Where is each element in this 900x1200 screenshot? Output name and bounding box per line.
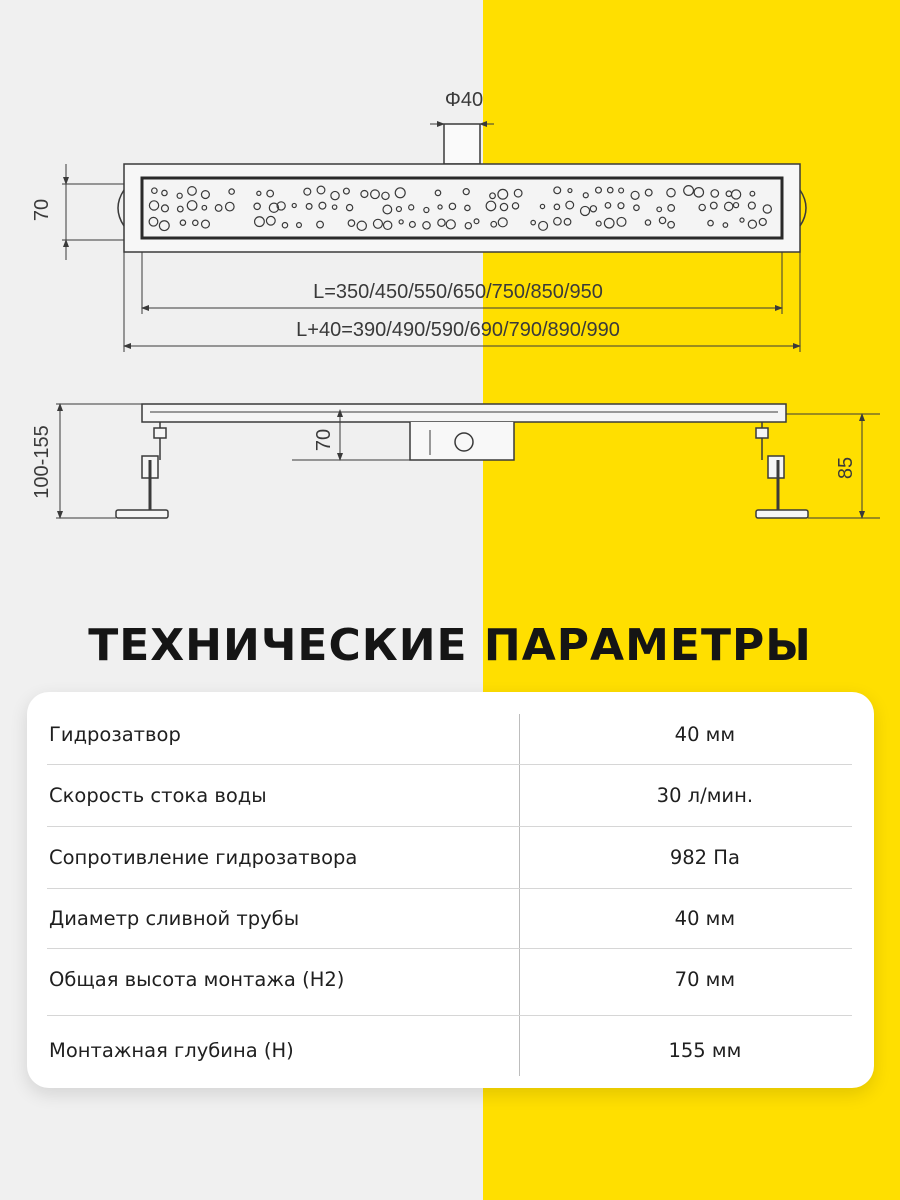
right-foot — [756, 510, 808, 518]
dim-height-range-label: 100-155 — [31, 425, 53, 499]
row-divider — [47, 1015, 852, 1016]
spec-row — [47, 827, 852, 887]
spec-name: Скорость стока воды — [49, 783, 267, 807]
spec-name: Сопротивление гидрозатвора — [49, 845, 358, 869]
spec-row — [47, 949, 852, 1009]
drain-body-side — [142, 404, 786, 422]
dim-height-top-label: 70 — [31, 198, 53, 222]
spec-value: 40 мм — [674, 906, 736, 930]
spec-name: Общая высота монтажа (H2) — [49, 967, 345, 991]
spec-value: 155 мм — [668, 1038, 742, 1062]
spec-name: Гидрозатвор — [49, 722, 181, 746]
dim-phi-label: Φ40 — [444, 89, 484, 111]
dim-inner-label: 70 — [313, 428, 335, 452]
page-title — [0, 620, 900, 671]
sump — [410, 422, 514, 460]
spec-value: 982 Па — [669, 845, 740, 869]
outlet-pipe-top — [444, 124, 480, 164]
dim-length-label: L=350/450/550/650/750/850/950 — [313, 281, 603, 303]
spec-row — [47, 765, 852, 825]
spec-name: Диаметр сливной трубы — [49, 906, 300, 930]
spec-value: 40 мм — [674, 722, 736, 746]
spec-row — [47, 1020, 852, 1080]
spec-name: Монтажная глубина (H) — [49, 1038, 294, 1062]
specs-card — [27, 692, 874, 1088]
dim-length-total-label: L+40=390/490/590/690/790/890/990 — [296, 319, 620, 341]
spec-value: 30 л/мин. — [656, 783, 754, 807]
title-part-1: ТЕХНИЧЕСКИЕ — [88, 620, 468, 671]
left-foot — [116, 510, 168, 518]
dim-right-label: 85 — [835, 456, 857, 480]
spec-row — [47, 704, 852, 764]
spec-row — [47, 888, 852, 948]
spec-value: 70 мм — [674, 967, 736, 991]
title-part-2: ПАРАМЕТРЫ — [483, 620, 812, 671]
